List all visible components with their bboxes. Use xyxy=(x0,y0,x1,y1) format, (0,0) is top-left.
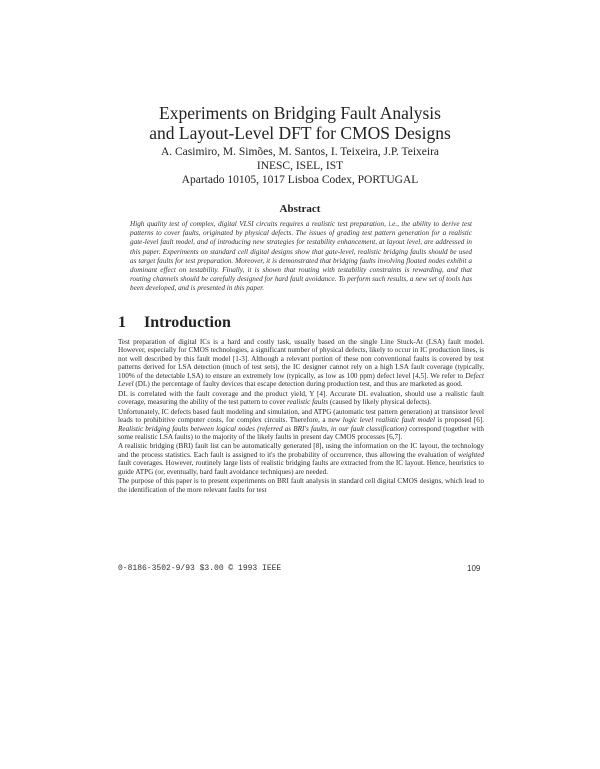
paper-title-line-2: and Layout-Level DFT for CMOS Designs xyxy=(149,123,451,143)
author-list: A. Casimiro, M. Simões, M. Santos, I. Teixeira, J.P. Teixeira xyxy=(160,146,440,158)
paragraph-1: Test preparation of digital ICs is a hard and costly task, usually based on the single Line Stuck-At (LSA) fault model. However, especially for CMOS technologies, a significant number of physical defects, likely to occur in IC production lines, is not well described by this fault model [1-3]. Although a relevant portion of these non conventional faults is covered by test patterns derived for LSA detection (much of test sets), the IC designer cannot rely on a high LSA fault coverage (typically, 100% of the detectable LSA) to ensure an extremely low (typically, as low as 100 ppm) defect level [4,5]. We refer to Defect Level (DL) the percentage of faulty devices that escape detection during production test, and thus are marketed as good. xyxy=(118,338,484,389)
abstract-text: High quality test of complex, digital VLSI circuits requires a realistic test preparation, i.e., the ability to derive test patterns to cover faults, originated by physical defects. The issues of grading test pattern generation for a realistic gate-level fault model, and of introducing new strategies for testability enhancement, at layout level, are addressed in this paper. Experiments on standard cell digital designs show that gate-level, realistic bridging faults should be used as target faults for test preparation. Moreover, it is demonstrated that bridging faults involving floated nodes exhibit a dominant effect on testability. Finally, it is shown that routing with testability constraints is rewarding, and that routing channels should be carefully designed for hard fault avoidance. To perform such results, a new set of tools has been developed, and is presented in this paper. xyxy=(130,220,472,293)
page-number: 109 xyxy=(467,564,481,573)
section-heading xyxy=(118,314,231,332)
paragraph-3: Unfortunately, IC defects based fault modeling and simulation, and ATPG (automatic test pattern generation) at transistor level leads to prohibitive computer costs, for complex circuits. Therefore, a new logic level realistic fault model is proposed [6]. Realistic bridging faults between logical nodes (referred as BRI's faults, in our fault classification) correspond (together with some realistic LSA faults) to the majority of the likely faults in present day CMOS processes [6,7]. xyxy=(118,407,485,441)
paper-title-line-1: Experiments on Bridging Fault Analysis xyxy=(159,103,441,123)
section-number: 1 xyxy=(118,314,126,331)
abstract-heading: Abstract xyxy=(279,203,321,215)
affiliation: INESC, ISEL, IST xyxy=(256,160,344,172)
address: Apartado 10105, 1017 Lisboa Codex, PORTUGAL xyxy=(181,174,419,186)
section-title: Introduction xyxy=(144,314,231,331)
body-text xyxy=(118,338,484,495)
paragraph-5: The purpose of this paper is to present experiments on BRI fault analysis in standard cell digital CMOS designs, which lead to the identification of the more relevant faults for test xyxy=(118,477,484,494)
paragraph-4: A realistic bridging (BRI) fault list can be automatically generated [8], using the information on the IC layout, the technology and the process statistics. Each fault is assigned to it's the probability of occurrence, thus allowing the evaluation of weighted fault coverages. However, routinely large lists of realistic bridging faults are extracted from the IC layout. Hence, heuristics to guide ATPG (or, eventually, hard fault avoidance techniques) are needed. xyxy=(118,442,484,476)
copyright-footer: 0-8186-3502-9/93 $3.00 © 1993 IEEE xyxy=(118,564,282,573)
paragraph-2: DL is correlated with the fault coverage and the product yield, Y [4]. Accurate DL evaluation, should use a realistic fault coverage, measuring the ability of the test pattern to cover realistic faults (caused by likely physical defects). xyxy=(118,389,484,407)
